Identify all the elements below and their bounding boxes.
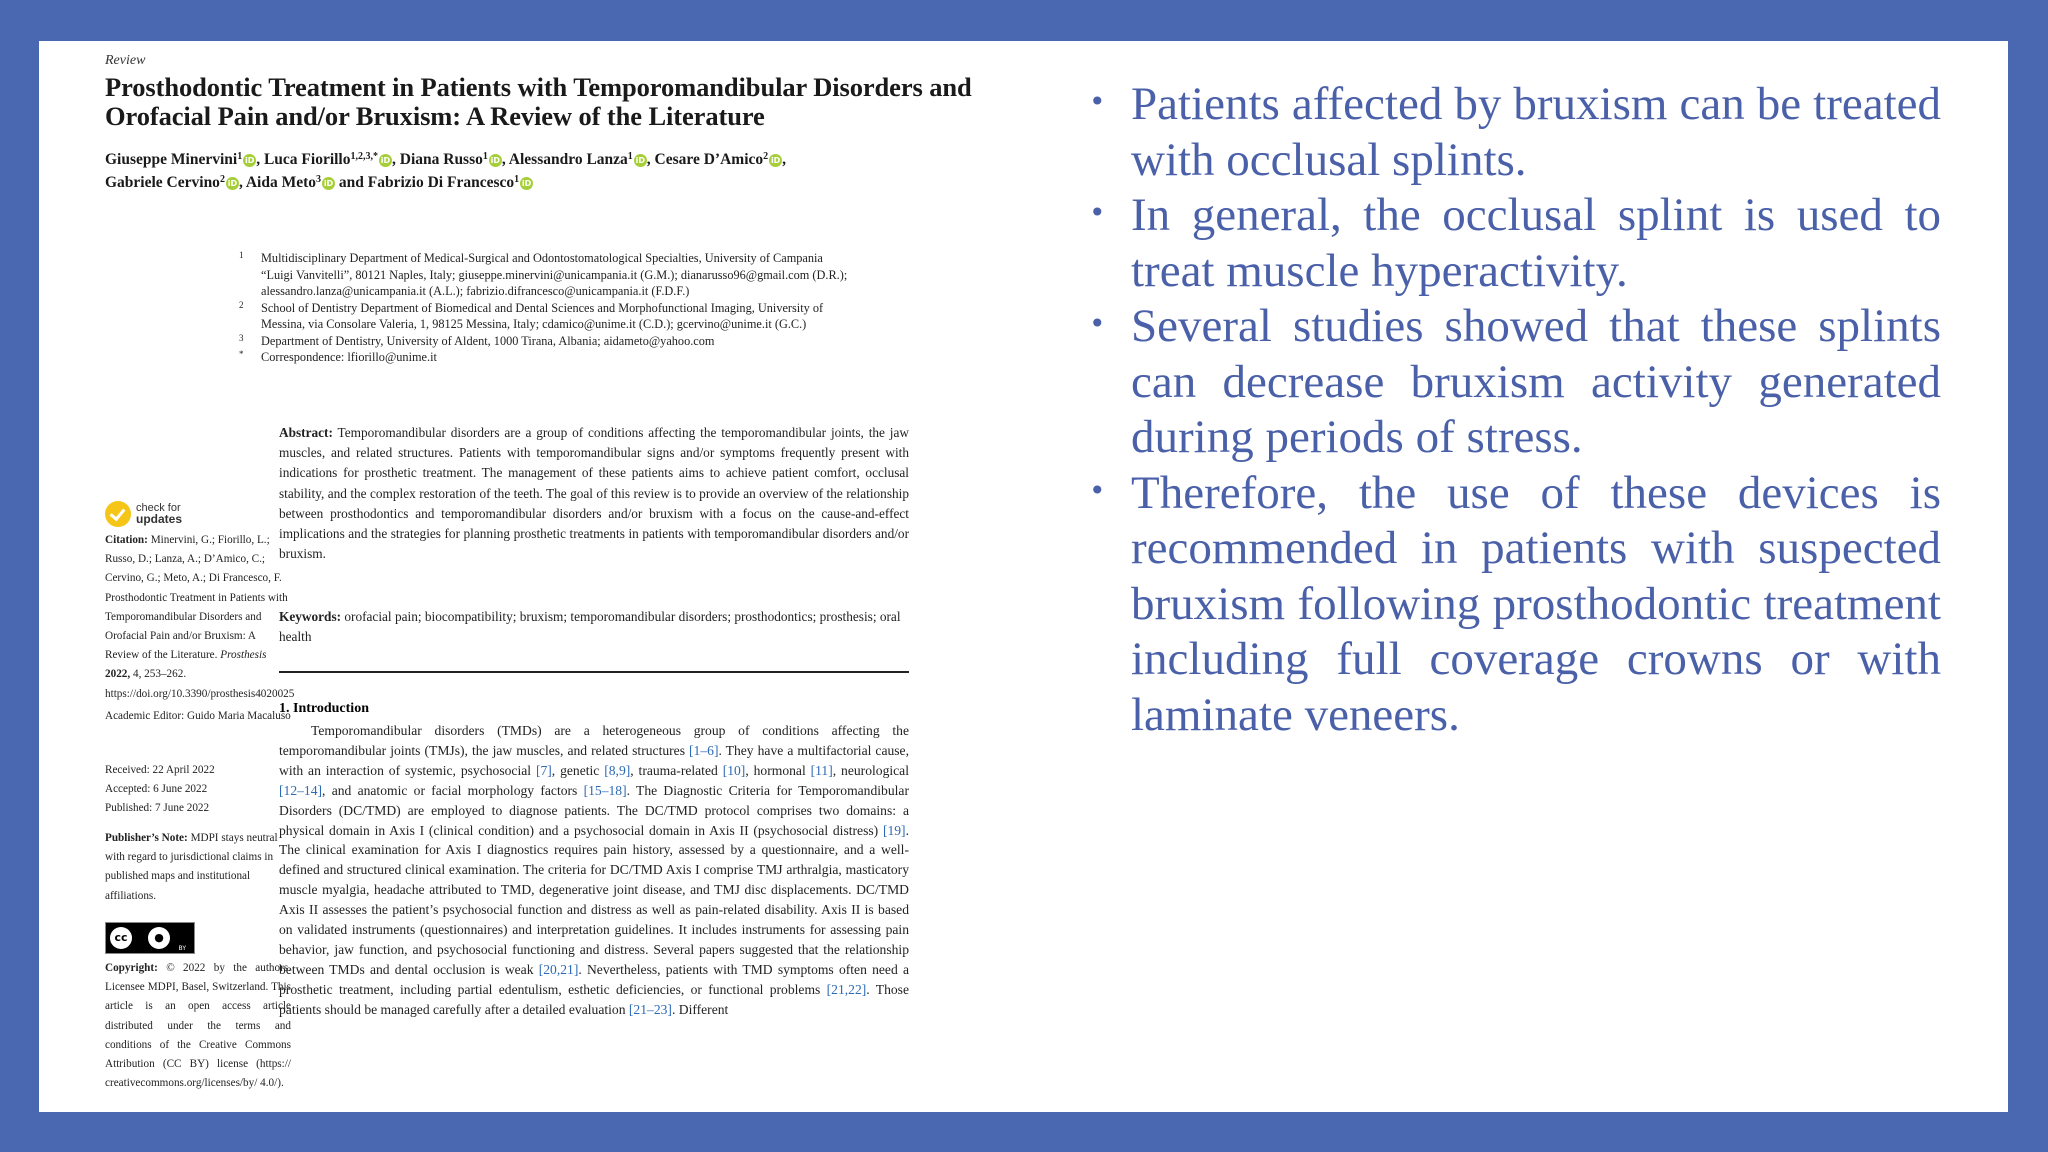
reference-link[interactable]: [19] (882, 822, 906, 838)
orcid-icon[interactable]: iD (635, 156, 645, 165)
intro-text-segment: , genetic (551, 762, 605, 778)
cc-icon: cc (110, 927, 132, 949)
slide (39, 41, 2008, 1112)
received-date: Received: 22 April 2022 (105, 764, 215, 776)
reference-link[interactable]: [7] (535, 762, 552, 778)
paper-title: Prosthodontic Treatment in Patients with Temporomandibular Disorders and Orofacial Pain and/or Bruxism: A Review of the Literature (105, 72, 972, 131)
check-updates-line1: check for (136, 501, 181, 514)
orcid-icon[interactable]: iD (521, 179, 532, 188)
author-name: Fabrizio Di Francesco (367, 174, 515, 191)
orcid-icon[interactable]: iD (490, 156, 501, 165)
author-affiliation-number: 3 (316, 174, 322, 185)
author-name: Gabriele Cervino (105, 174, 220, 191)
author-list: Giuseppe Minervini$^1$ iD , Luca Fiorillo$^{1,2,3,*}$ iD , Diana Russo$^1$ iD , Alessandro Lanza$^1$ iD , Cesare D’Amico$^2$ iD , Gabriele Cervino$^2$ iD , Aida Meto$^3$ iD and Fabrizio Di Francesco$^1$ iD (105, 151, 787, 191)
attribution-icon: ● (148, 927, 170, 949)
reference-link[interactable]: [11] (810, 762, 833, 778)
citation-label: Citation: (105, 534, 148, 546)
author-name: Aida Meto (245, 174, 317, 191)
copyright-label: Copyright: (105, 962, 158, 974)
checkmark-icon (105, 501, 131, 527)
paper-header (105, 51, 975, 193)
reference-link[interactable]: [20,21] (538, 961, 579, 977)
orcid-icon[interactable]: iD (770, 156, 781, 165)
publishers-note-label: Publisher’s Note: (105, 832, 188, 844)
check-updates-line2: updates (136, 511, 183, 526)
intro-text-segment: Temporomandibular disorders (TMDs) are a heterogeneous group of conditions affecting the temporomandibular joints (TMJs), the jaw muscles, and related structures (279, 723, 909, 758)
keywords-text: orofacial pain; biocompatibility; bruxism; temporomandibular disorders; prosthodontics; prosthesis; oral health (279, 609, 901, 645)
affiliation-text: Correspondence: lfiorillo@unime.it (261, 350, 437, 364)
affiliations (239, 250, 849, 366)
affiliation-number: * (239, 349, 244, 359)
author-name: Diana Russo (399, 151, 483, 168)
intro-text-segment: , hormonal (745, 762, 811, 778)
abstract-text: Temporomandibular disorders are a group of conditions affecting the temporomandibular joints, the jaw muscles, and related structures. Patients with temporomandibular signs and/or symptoms frequently present with indications for prosthetic treatment. The management of these patients aims to achieve patient comfort, occlusal stability, and the complex restoration of the teeth. The goal of this review is to provide an overview of the relationship between prosthodontics and temporomandibular disorders and/or bruxism with a focus on the cause-and-effect implications and the strategies for planning prosthetic treatments in patients with temporomandibular disorders and/or bruxism. (279, 425, 909, 562)
citation (105, 531, 295, 704)
author-affiliation-number: 1 (514, 174, 520, 185)
orcid-icon[interactable]: iD (245, 156, 255, 165)
orcid-icon[interactable]: iD (380, 156, 391, 165)
article-type-label: Review (105, 53, 146, 68)
affiliation-text: Multidisciplinary Department of Medical-Surgical and Odontostomatological Specialties, University of Campania “Luigi Vanvitelli”, 80121 Naples, Italy; giuseppe.minervini@unicampania.it (G.M.); dianarusso96@gmail.com (D.R.); alessandro.lanza@unicampania.it (A.L.); fabrizio.difrancesco@unicampania.it (F.D.F.) (261, 251, 848, 298)
reference-link[interactable]: [8,9] (604, 762, 631, 778)
dates (105, 761, 291, 819)
cc-by-label: BY (178, 945, 186, 952)
keywords-label: Keywords: (279, 609, 342, 624)
affiliation-text: School of Dentistry Department of Biomedical and Dental Sciences and Morphofunctional Imaging, University of Messina, via Consolare Valeria, 1, 98125 Messina, Italy; cdamico@unime.it (C.D.); gcervino@unime.it (G.C.) (261, 300, 824, 331)
reference-link[interactable]: [1–6] (689, 742, 719, 758)
orcid-icon[interactable]: iD (227, 179, 238, 188)
intro-text-segment: . Those patients should be managed carefully after a detailed evaluation (279, 981, 909, 1017)
affiliation-item (239, 333, 849, 350)
author-name: Giuseppe Minervini (105, 151, 238, 168)
author-affiliation-number: 1 (627, 151, 633, 162)
reference-link[interactable]: [21–23] (628, 1001, 672, 1017)
affiliation-number: 2 (239, 299, 244, 310)
intro-text-segment: . The Diagnostic Criteria for Temporomandibular Disorders (DC/TMD) are employed to diagnose patients. The DC/TMD protocol comprises two domains: a physical domain in Axis I (clinical condition) and a psychosocial domain in Axis II (psychosocial distress) (279, 782, 909, 838)
affiliation-number: 1 (239, 250, 244, 260)
author-affiliation-number: 1 (482, 151, 488, 162)
author-affiliation-number: 1,2,3,* (350, 151, 378, 162)
affiliation-number: 3 (239, 332, 244, 343)
abstract-label: Abstract: (279, 425, 333, 440)
intro-text-segment: , trauma-related (630, 762, 723, 778)
citation-tail: 4, 253–262. https://doi.org/10.3390/prosthesis4020025 (105, 668, 295, 700)
reference-link[interactable]: [15–18] (583, 782, 627, 798)
reference-link[interactable]: [21,22] (826, 981, 867, 997)
author-name: Alessandro Lanza (508, 151, 628, 168)
citation-text: Minervini, G.; Fiorillo, L.; Russo, D.; Lanza, A.; D’Amico, C.; Cervino, G.; Meto, A.; Di Francesco, F. Prosthodontic Treatment in Patients with Temporomandibular Disorders and Orofacial Pain and/or Bruxism: A Review of the Literature. (105, 534, 288, 662)
author-affiliation-number: 1 (237, 151, 243, 162)
affiliation-item (239, 349, 849, 366)
affiliation-item (239, 250, 849, 300)
author-affiliation-number: 2 (763, 151, 769, 162)
introduction-text (279, 721, 909, 1020)
copyright-text: © 2022 by the authors. Licensee MDPI, Basel, Switzerland. This article is an open access article distributed under the terms and conditions of the Creative Commons Attribution (CC BY) license (https:// creativecommons.org/licenses/by/ 4.0/). (105, 962, 291, 1090)
affiliation-text: Department of Dentistry, University of Aldent, 1000 Tirana, Albania; aidameto@yahoo.com (261, 333, 715, 348)
publishers-note (105, 829, 291, 906)
bullet-item: • Patients affected by bruxism can be treated with occlusal splints. (1089, 77, 1941, 188)
author-affiliation-number: 2 (219, 174, 225, 185)
accepted-date: Accepted: 6 June 2022 (105, 783, 208, 796)
reference-link[interactable]: [10] (722, 762, 746, 778)
citation-journal: Prosthesis (220, 649, 267, 662)
intro-text-segment: . Different (671, 1001, 729, 1017)
intro-text-segment: . The clinical examination for Axis I diagnostics requires pain history, assessed by a questionnaire, and a well-defined and structured clinical examination. The criteria for DC/TMD Axis I comprise TMJ arthralgia, masticatory muscle myalgia, headache attributed to TMD, degenerative joint disease, and TMJ disc displacements. DC/TMD Axis II assesses the patient’s psychosocial function and distress as well as pain-related disability. Axis II is based on validated instruments (questionnaires) and interpretation guidelines. It includes instruments for assessing pain behavior, jaw function, and psychosocial functioning and distress. Several papers suggested that the relationship between TMDs and dental occlusion is weak (279, 822, 909, 977)
cc-by-license-icon[interactable] (105, 922, 195, 954)
orcid-icon[interactable]: iD (323, 179, 334, 188)
published-date: Published: 7 June 2022 (105, 802, 210, 815)
intro-text-segment: , neurological (832, 762, 909, 778)
affiliation-item (239, 300, 849, 333)
section-divider (279, 671, 909, 673)
section-heading: 1. Introduction (279, 701, 369, 716)
citation-year: 2022, (105, 668, 131, 681)
check-for-updates-badge[interactable] (105, 501, 182, 527)
publishers-note-text: MDPI stays neutral with regard to jurisdictional claims in published maps and institutional affiliations. (105, 832, 278, 902)
bullet-list (1089, 77, 1941, 743)
author-name: Luca Fiorillo (263, 151, 351, 168)
copyright (105, 959, 291, 1093)
bullet-item: • Therefore, the use of these devices is recommended in patients with suspected bruxism following prosthodontic treatment including full coverage crowns or with laminate veneers. (1089, 466, 1941, 744)
academic-editor: Academic Editor: Guido Maria Macaluso (105, 710, 291, 722)
abstract (279, 423, 909, 564)
keywords (279, 607, 909, 647)
intro-text-segment: , and anatomic or facial morphology factors (322, 782, 584, 798)
author-name: Cesare D’Amico (654, 151, 764, 168)
reference-link[interactable]: [12–14] (279, 782, 323, 798)
bullet-item: • In general, the occlusal splint is used to treat muscle hyperactivity. (1089, 188, 1941, 299)
intro-text-segment: . They have a multifactorial cause, with an interaction of systemic, psychosocial (279, 742, 909, 778)
bullet-item: • Several studies showed that these splints can decrease bruxism activity generated during periods of stress. (1089, 299, 1941, 466)
intro-text-segment: . Nevertheless, patients with TMD symptoms often need a prosthetic treatment, including partial edentulism, esthetic deficiencies, or functional problems (279, 961, 909, 997)
